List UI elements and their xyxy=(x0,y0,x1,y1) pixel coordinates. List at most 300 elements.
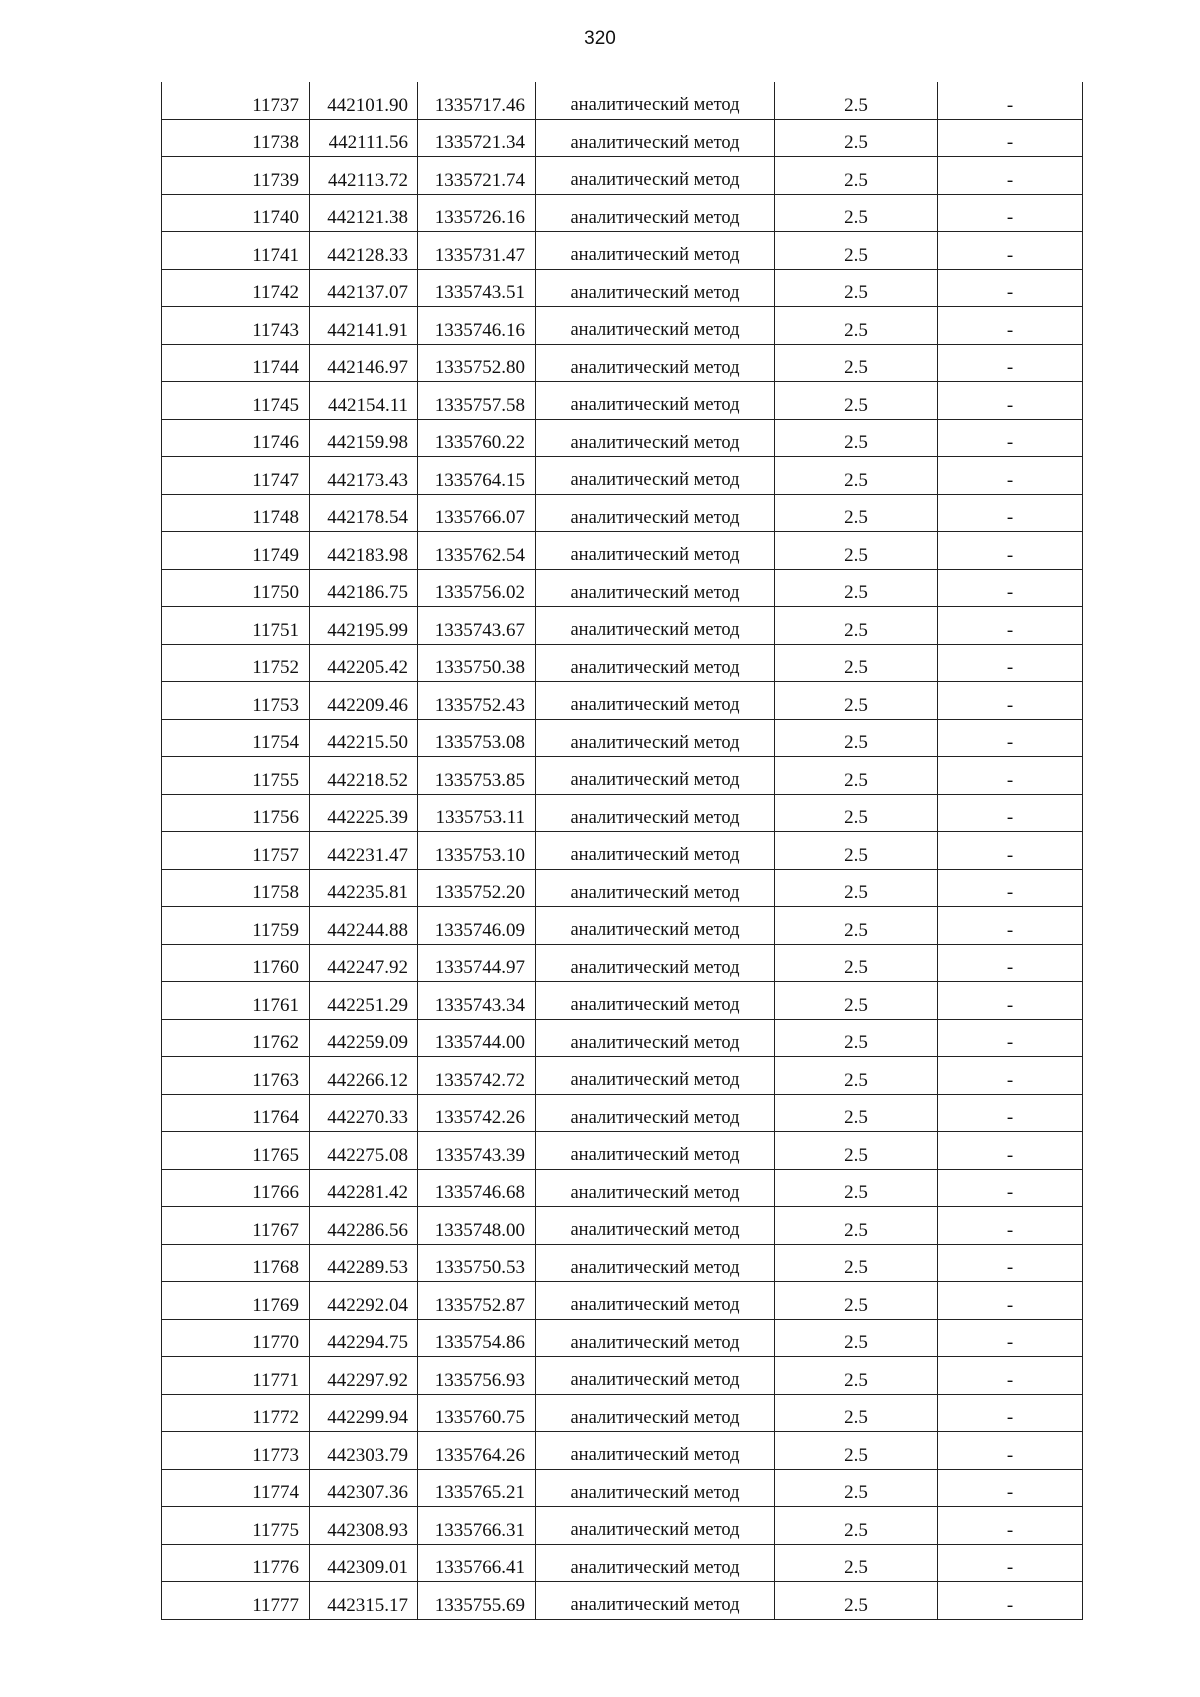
method-cell xyxy=(536,382,775,420)
point-number-cell-text: 11740 xyxy=(252,207,299,228)
point-number-cell xyxy=(162,532,310,570)
note-cell xyxy=(938,1544,1083,1582)
accuracy-cell-text: 2.5 xyxy=(844,1182,868,1203)
x-coordinate-cell-text: 442297.92 xyxy=(327,1369,408,1391)
x-coordinate-cell-text: 442146.97 xyxy=(327,357,408,378)
method-cell-text: аналитический метод xyxy=(570,1145,740,1165)
y-coordinate-cell-text: 1335766.07 xyxy=(434,507,525,528)
point-number-cell xyxy=(162,269,310,307)
note-cell xyxy=(938,832,1083,870)
x-coordinate-cell-text: 442186.75 xyxy=(327,582,408,603)
x-coordinate-cell xyxy=(310,832,418,870)
y-coordinate-cell xyxy=(418,1582,536,1620)
accuracy-cell-text: 2.5 xyxy=(844,844,868,866)
accuracy-cell xyxy=(775,382,938,420)
method-cell-text: аналитический метод xyxy=(570,357,740,378)
y-coordinate-cell-text: 1335753.10 xyxy=(434,844,525,866)
accuracy-cell xyxy=(775,1394,938,1432)
y-coordinate-cell xyxy=(418,1357,536,1395)
x-coordinate-cell xyxy=(310,1469,418,1507)
x-coordinate-cell-text: 442307.36 xyxy=(327,1482,408,1503)
accuracy-cell-text: 2.5 xyxy=(844,94,868,116)
x-coordinate-cell-text: 442299.94 xyxy=(327,1407,408,1428)
point-number-cell-text: 11743 xyxy=(252,319,299,341)
table-row xyxy=(162,1169,1083,1207)
x-coordinate-cell-text: 442154.11 xyxy=(327,394,408,416)
accuracy-cell xyxy=(775,1469,938,1507)
accuracy-cell-text: 2.5 xyxy=(844,507,868,528)
note-cell-text: - xyxy=(1006,1032,1014,1053)
method-cell-text: аналитический метод xyxy=(570,882,740,903)
note-cell-text: - xyxy=(1006,732,1014,753)
point-number-cell-text: 11770 xyxy=(252,1332,299,1353)
y-coordinate-cell xyxy=(418,1169,536,1207)
x-coordinate-cell-text: 442218.52 xyxy=(327,769,408,791)
note-cell-text: - xyxy=(1006,132,1014,153)
x-coordinate-cell xyxy=(310,1132,418,1170)
x-coordinate-cell-text: 442173.43 xyxy=(327,469,408,491)
x-coordinate-cell xyxy=(310,1432,418,1470)
y-coordinate-cell xyxy=(418,1469,536,1507)
method-cell-text: аналитический метод xyxy=(570,470,740,490)
note-cell-text: - xyxy=(1006,1519,1014,1541)
table-row xyxy=(162,719,1083,757)
y-coordinate-cell-text: 1335753.08 xyxy=(434,732,525,753)
note-cell-text: - xyxy=(1006,357,1014,378)
method-cell-text: аналитический метод xyxy=(570,657,740,678)
note-cell xyxy=(938,382,1083,420)
note-cell xyxy=(938,344,1083,382)
note-cell xyxy=(938,1319,1083,1357)
method-cell-text: аналитический метод xyxy=(570,1332,740,1353)
note-cell-text: - xyxy=(1006,769,1014,791)
y-coordinate-cell xyxy=(418,82,536,119)
note-cell-text: - xyxy=(1006,582,1014,603)
table-row xyxy=(162,1282,1083,1320)
accuracy-cell xyxy=(775,607,938,645)
x-coordinate-cell-text: 442247.92 xyxy=(327,957,408,978)
method-cell-text: аналитический метод xyxy=(570,1370,740,1390)
accuracy-cell-text: 2.5 xyxy=(844,1294,868,1316)
y-coordinate-cell-text: 1335766.31 xyxy=(434,1519,525,1541)
point-number-cell-text: 11747 xyxy=(252,469,299,491)
accuracy-cell xyxy=(775,757,938,795)
y-coordinate-cell xyxy=(418,944,536,982)
point-number-cell xyxy=(162,1357,310,1395)
point-number-cell xyxy=(162,1432,310,1470)
x-coordinate-cell xyxy=(310,157,418,195)
point-number-cell-text: 11773 xyxy=(252,1444,299,1466)
method-cell-text: аналитический метод xyxy=(570,132,740,153)
y-coordinate-cell-text: 1335752.43 xyxy=(434,694,525,716)
accuracy-cell-text: 2.5 xyxy=(844,1594,868,1616)
accuracy-cell-text: 2.5 xyxy=(844,1332,868,1353)
table-row xyxy=(162,532,1083,570)
accuracy-cell xyxy=(775,119,938,157)
note-cell xyxy=(938,719,1083,757)
note-cell-text: - xyxy=(1006,1182,1014,1203)
method-cell-text: аналитический метод xyxy=(570,1032,740,1053)
accuracy-cell-text: 2.5 xyxy=(844,1557,868,1578)
x-coordinate-cell-text: 442141.91 xyxy=(327,319,408,341)
note-cell xyxy=(938,269,1083,307)
x-coordinate-cell-text: 442209.46 xyxy=(327,694,408,716)
table-row xyxy=(162,869,1083,907)
method-cell xyxy=(536,1094,775,1132)
accuracy-cell xyxy=(775,907,938,945)
note-cell-text: - xyxy=(1006,544,1014,566)
table-body xyxy=(162,82,1083,1619)
table-row xyxy=(162,644,1083,682)
method-cell-text: аналитический метод xyxy=(570,582,740,603)
accuracy-cell xyxy=(775,569,938,607)
accuracy-cell xyxy=(775,1544,938,1582)
point-number-cell-text: 11746 xyxy=(252,432,299,453)
x-coordinate-cell-text: 442235.81 xyxy=(327,882,408,903)
table-row xyxy=(162,944,1083,982)
point-number-cell xyxy=(162,344,310,382)
note-cell-text: - xyxy=(1006,1444,1014,1466)
y-coordinate-cell-text: 1335764.26 xyxy=(434,1444,525,1466)
point-number-cell-text: 11752 xyxy=(252,657,299,678)
note-cell-text: - xyxy=(1006,1407,1014,1428)
y-coordinate-cell xyxy=(418,1094,536,1132)
accuracy-cell xyxy=(775,1057,938,1095)
y-coordinate-cell xyxy=(418,982,536,1020)
note-cell xyxy=(938,1094,1083,1132)
x-coordinate-cell xyxy=(310,719,418,757)
note-cell xyxy=(938,532,1083,570)
point-number-cell-text: 11751 xyxy=(252,619,299,641)
accuracy-cell xyxy=(775,1319,938,1357)
method-cell xyxy=(536,1432,775,1470)
table-row xyxy=(162,119,1083,157)
accuracy-cell-text: 2.5 xyxy=(844,1032,868,1053)
method-cell-text: аналитический метод xyxy=(570,1220,740,1240)
y-coordinate-cell-text: 1335748.00 xyxy=(434,1219,525,1241)
x-coordinate-cell-text: 442128.33 xyxy=(327,244,408,266)
table-row xyxy=(162,1544,1083,1582)
method-cell xyxy=(536,532,775,570)
method-cell-text: аналитический метод xyxy=(570,282,740,303)
accuracy-cell-text: 2.5 xyxy=(844,1444,868,1466)
accuracy-cell xyxy=(775,269,938,307)
y-coordinate-cell xyxy=(418,157,536,195)
accuracy-cell-text: 2.5 xyxy=(844,1519,868,1541)
accuracy-cell xyxy=(775,1507,938,1545)
x-coordinate-cell xyxy=(310,1544,418,1582)
note-cell-text: - xyxy=(1006,1107,1014,1128)
point-number-cell xyxy=(162,1282,310,1320)
accuracy-cell xyxy=(775,1169,938,1207)
accuracy-cell xyxy=(775,682,938,720)
note-cell xyxy=(938,1019,1083,1057)
y-coordinate-cell-text: 1335756.93 xyxy=(434,1369,525,1391)
x-coordinate-cell xyxy=(310,419,418,457)
accuracy-cell-text: 2.5 xyxy=(844,544,868,566)
x-coordinate-cell-text: 442289.53 xyxy=(327,1257,408,1278)
y-coordinate-cell xyxy=(418,1544,536,1582)
note-cell xyxy=(938,1169,1083,1207)
method-cell xyxy=(536,644,775,682)
accuracy-cell-text: 2.5 xyxy=(844,1482,868,1503)
y-coordinate-cell-text: 1335760.22 xyxy=(434,432,525,453)
note-cell-text: - xyxy=(1006,94,1014,116)
x-coordinate-cell xyxy=(310,1019,418,1057)
table-row xyxy=(162,569,1083,607)
accuracy-cell xyxy=(775,232,938,270)
x-coordinate-cell-text: 442315.17 xyxy=(327,1594,408,1616)
x-coordinate-cell-text: 442183.98 xyxy=(327,544,408,566)
note-cell-text: - xyxy=(1006,1594,1014,1616)
accuracy-cell-text: 2.5 xyxy=(844,394,868,416)
note-cell xyxy=(938,869,1083,907)
point-number-cell xyxy=(162,494,310,532)
accuracy-cell xyxy=(775,157,938,195)
y-coordinate-cell xyxy=(418,794,536,832)
method-cell xyxy=(536,269,775,307)
y-coordinate-cell-text: 1335744.97 xyxy=(434,957,525,978)
method-cell-text: аналитический метод xyxy=(570,1070,740,1090)
point-number-cell-text: 11737 xyxy=(252,94,299,116)
accuracy-cell xyxy=(775,457,938,495)
coordinates-table xyxy=(161,82,1083,1620)
note-cell xyxy=(938,307,1083,345)
table-row xyxy=(162,682,1083,720)
note-cell xyxy=(938,1282,1083,1320)
point-number-cell-text: 11768 xyxy=(252,1257,299,1278)
y-coordinate-cell-text: 1335766.41 xyxy=(434,1557,525,1578)
point-number-cell xyxy=(162,644,310,682)
y-coordinate-cell-text: 1335760.75 xyxy=(434,1407,525,1428)
accuracy-cell-text: 2.5 xyxy=(844,469,868,491)
y-coordinate-cell xyxy=(418,494,536,532)
method-cell xyxy=(536,1132,775,1170)
y-coordinate-cell-text: 1335752.20 xyxy=(434,882,525,903)
method-cell xyxy=(536,494,775,532)
note-cell-text: - xyxy=(1006,1069,1014,1091)
note-cell xyxy=(938,457,1083,495)
method-cell-text: аналитический метод xyxy=(570,695,740,715)
x-coordinate-cell-text: 442225.39 xyxy=(327,807,408,828)
point-number-cell xyxy=(162,869,310,907)
point-number-cell-text: 11738 xyxy=(252,132,299,153)
y-coordinate-cell-text: 1335721.74 xyxy=(434,169,525,191)
table-row xyxy=(162,907,1083,945)
table-row xyxy=(162,1357,1083,1395)
note-cell xyxy=(938,1207,1083,1245)
point-number-cell xyxy=(162,1394,310,1432)
x-coordinate-cell-text: 442251.29 xyxy=(327,994,408,1016)
x-coordinate-cell xyxy=(310,1394,418,1432)
note-cell-text: - xyxy=(1006,244,1014,266)
y-coordinate-cell-text: 1335746.68 xyxy=(434,1182,525,1203)
x-coordinate-cell xyxy=(310,907,418,945)
method-cell-text: аналитический метод xyxy=(570,807,740,828)
point-number-cell xyxy=(162,907,310,945)
x-coordinate-cell xyxy=(310,532,418,570)
method-cell xyxy=(536,1544,775,1582)
x-coordinate-cell xyxy=(310,569,418,607)
x-coordinate-cell xyxy=(310,794,418,832)
accuracy-cell-text: 2.5 xyxy=(844,807,868,828)
note-cell xyxy=(938,1357,1083,1395)
y-coordinate-cell xyxy=(418,194,536,232)
method-cell-text: аналитический метод xyxy=(570,770,740,790)
note-cell-text: - xyxy=(1006,394,1014,416)
method-cell xyxy=(536,1019,775,1057)
note-cell xyxy=(938,194,1083,232)
y-coordinate-cell-text: 1335726.16 xyxy=(434,207,525,228)
point-number-cell-text: 11771 xyxy=(252,1369,299,1391)
x-coordinate-cell xyxy=(310,494,418,532)
point-number-cell xyxy=(162,1582,310,1620)
point-number-cell xyxy=(162,569,310,607)
table-row xyxy=(162,1207,1083,1245)
note-cell-text: - xyxy=(1006,319,1014,341)
point-number-cell-text: 11757 xyxy=(252,844,299,866)
table-row xyxy=(162,1507,1083,1545)
note-cell-text: - xyxy=(1006,1332,1014,1353)
table-row xyxy=(162,757,1083,795)
note-cell xyxy=(938,907,1083,945)
accuracy-cell xyxy=(775,982,938,1020)
table-row xyxy=(162,1019,1083,1057)
y-coordinate-cell-text: 1335744.00 xyxy=(434,1032,525,1053)
note-cell-text: - xyxy=(1006,694,1014,716)
accuracy-cell xyxy=(775,794,938,832)
table-row xyxy=(162,194,1083,232)
y-coordinate-cell xyxy=(418,1019,536,1057)
accuracy-cell-text: 2.5 xyxy=(844,994,868,1016)
note-cell-text: - xyxy=(1006,282,1014,303)
accuracy-cell-text: 2.5 xyxy=(844,732,868,753)
note-cell-text: - xyxy=(1006,1144,1014,1166)
note-cell xyxy=(938,157,1083,195)
x-coordinate-cell xyxy=(310,682,418,720)
note-cell xyxy=(938,982,1083,1020)
table-row xyxy=(162,494,1083,532)
table-row xyxy=(162,382,1083,420)
method-cell-text: аналитический метод xyxy=(570,432,740,453)
accuracy-cell-text: 2.5 xyxy=(844,357,868,378)
note-cell xyxy=(938,607,1083,645)
point-number-cell xyxy=(162,832,310,870)
note-cell-text: - xyxy=(1006,807,1014,828)
point-number-cell xyxy=(162,1094,310,1132)
note-cell-text: - xyxy=(1006,919,1014,941)
note-cell xyxy=(938,1244,1083,1282)
point-number-cell xyxy=(162,382,310,420)
table-row xyxy=(162,1432,1083,1470)
x-coordinate-cell xyxy=(310,269,418,307)
point-number-cell-text: 11763 xyxy=(252,1069,299,1091)
accuracy-cell-text: 2.5 xyxy=(844,282,868,303)
note-cell-text: - xyxy=(1006,1557,1014,1578)
y-coordinate-cell-text: 1335753.11 xyxy=(435,807,525,828)
method-cell-text: аналитический метод xyxy=(570,320,740,340)
method-cell-text: аналитический метод xyxy=(570,395,740,415)
table-row xyxy=(162,307,1083,345)
x-coordinate-cell xyxy=(310,307,418,345)
table-row xyxy=(162,157,1083,195)
x-coordinate-cell xyxy=(310,344,418,382)
y-coordinate-cell xyxy=(418,569,536,607)
x-coordinate-cell-text: 442292.04 xyxy=(327,1294,408,1316)
table-row xyxy=(162,1394,1083,1432)
point-number-cell-text: 11750 xyxy=(252,582,299,603)
x-coordinate-cell xyxy=(310,1507,418,1545)
y-coordinate-cell-text: 1335743.34 xyxy=(434,994,525,1016)
note-cell xyxy=(938,82,1083,119)
accuracy-cell-text: 2.5 xyxy=(844,207,868,228)
method-cell xyxy=(536,1169,775,1207)
y-coordinate-cell-text: 1335746.09 xyxy=(434,919,525,941)
y-coordinate-cell-text: 1335742.72 xyxy=(434,1069,525,1091)
accuracy-cell xyxy=(775,1357,938,1395)
method-cell-text: аналитический метод xyxy=(570,95,740,115)
y-coordinate-cell-text: 1335750.38 xyxy=(434,657,525,678)
note-cell-text: - xyxy=(1006,844,1014,866)
method-cell xyxy=(536,232,775,270)
accuracy-cell-text: 2.5 xyxy=(844,1069,868,1091)
method-cell xyxy=(536,607,775,645)
accuracy-cell-text: 2.5 xyxy=(844,657,868,678)
accuracy-cell-text: 2.5 xyxy=(844,882,868,903)
accuracy-cell xyxy=(775,1282,938,1320)
y-coordinate-cell xyxy=(418,1057,536,1095)
y-coordinate-cell xyxy=(418,382,536,420)
point-number-cell-text: 11749 xyxy=(252,544,299,566)
y-coordinate-cell xyxy=(418,457,536,495)
x-coordinate-cell xyxy=(310,1582,418,1620)
method-cell-text: аналитический метод xyxy=(570,1557,740,1578)
point-number-cell xyxy=(162,719,310,757)
method-cell xyxy=(536,307,775,345)
note-cell-text: - xyxy=(1006,657,1014,678)
method-cell xyxy=(536,907,775,945)
y-coordinate-cell-text: 1335752.80 xyxy=(434,357,525,378)
point-number-cell xyxy=(162,982,310,1020)
point-number-cell xyxy=(162,157,310,195)
table-row xyxy=(162,1582,1083,1620)
method-cell xyxy=(536,1282,775,1320)
x-coordinate-cell-text: 442275.08 xyxy=(327,1144,408,1166)
x-coordinate-cell xyxy=(310,982,418,1020)
accuracy-cell xyxy=(775,494,938,532)
method-cell xyxy=(536,869,775,907)
x-coordinate-cell-text: 442294.75 xyxy=(327,1332,408,1353)
method-cell xyxy=(536,1394,775,1432)
y-coordinate-cell-text: 1335717.46 xyxy=(434,94,525,116)
y-coordinate-cell xyxy=(418,1244,536,1282)
accuracy-cell xyxy=(775,1094,938,1132)
note-cell xyxy=(938,682,1083,720)
point-number-cell-text: 11776 xyxy=(252,1557,299,1578)
note-cell xyxy=(938,419,1083,457)
method-cell xyxy=(536,794,775,832)
x-coordinate-cell xyxy=(310,1169,418,1207)
y-coordinate-cell xyxy=(418,644,536,682)
y-coordinate-cell xyxy=(418,682,536,720)
point-number-cell-text: 11762 xyxy=(252,1032,299,1053)
method-cell-text: аналитический метод xyxy=(570,995,740,1015)
point-number-cell xyxy=(162,944,310,982)
table-row xyxy=(162,1469,1083,1507)
y-coordinate-cell-text: 1335765.21 xyxy=(434,1482,525,1503)
y-coordinate-cell-text: 1335754.86 xyxy=(434,1332,525,1353)
x-coordinate-cell-text: 442178.54 xyxy=(327,507,408,528)
